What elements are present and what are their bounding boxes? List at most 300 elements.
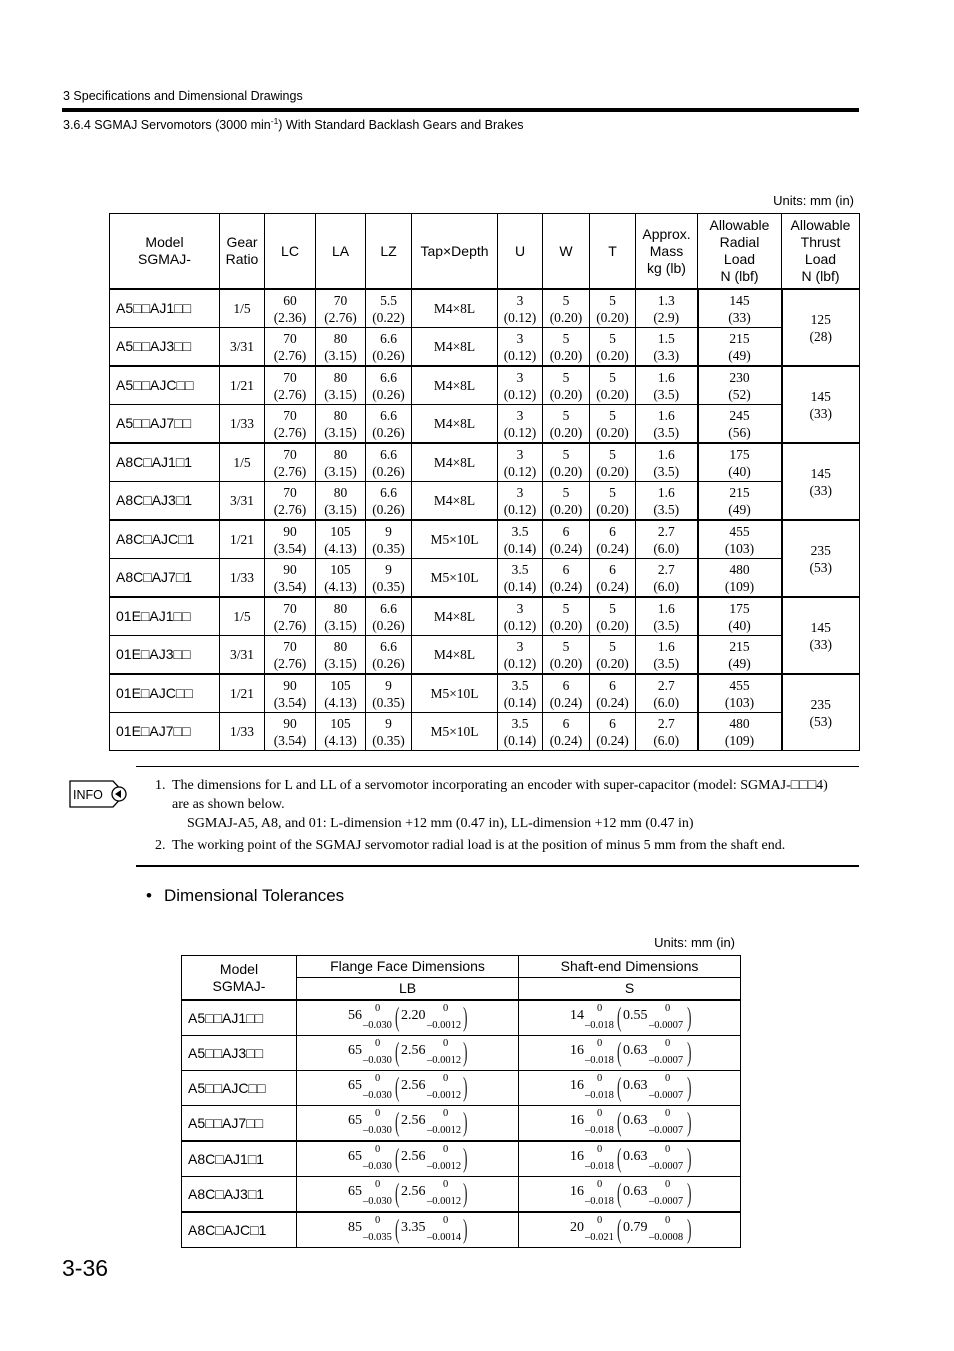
upper-deviation-in: 0 [665,1038,671,1049]
table-row [182,1212,741,1248]
spec-cell-radial: 175 (40) [698,443,782,482]
spec-header-la: LA [316,214,366,290]
table-row [110,443,860,482]
paren-close: ) [687,1178,692,1208]
spec-units-label: Units: mm (in) [773,193,854,208]
tolerance-cell-model: A8C□AJ3□1 [182,1177,297,1213]
spec-cell-w: 6 (0.24) [543,713,590,751]
nominal-mm: 20 [570,1220,584,1235]
spec-cell-lz: 6.6 (0.26) [366,328,412,367]
nominal-in: 0.79 [623,1220,648,1235]
spec-cell-thrust: 145 (33) [782,443,860,520]
tolerance-cell-model: A5□□AJC□□ [182,1071,297,1106]
spec-cell-gear: 1/5 [220,597,265,636]
lower-deviation-mm: –0.030 [363,1055,392,1066]
upper-deviation-in: 0 [443,1038,449,1049]
spec-cell-thrust: 235 (53) [782,674,860,751]
tolerance-value [519,1177,740,1211]
lower-deviation-mm: –0.030 [363,1125,392,1136]
nominal-in: 0.63 [623,1078,648,1093]
tolerance-cell-lb [297,1141,519,1177]
spec-cell-model: A8C□AJC□1 [110,520,220,559]
spec-cell-model: A8C□AJ7□1 [110,559,220,598]
spec-cell-t: 5 (0.20) [590,636,636,675]
spec-cell-lc: 60 (2.36) [265,289,316,328]
lower-deviation-in: –0.0007 [649,1090,684,1101]
upper-deviation-in: 0 [443,1108,449,1119]
spec-cell-radial: 175 (40) [698,597,782,636]
paren-open: ( [617,1214,622,1244]
lower-deviation-mm: –0.018 [585,1196,614,1207]
table-row [182,1106,741,1142]
spec-header-t: T [590,214,636,290]
nominal-in: 2.56 [401,1113,426,1128]
tolerance-heading-text: Dimensional Tolerances [164,886,345,905]
spec-cell-mass: 2.7 (6.0) [636,520,698,559]
spec-cell-radial: 480 (109) [698,713,782,751]
spec-cell-lc: 70 (2.76) [265,482,316,521]
spec-cell-la: 70 (2.76) [316,289,366,328]
lower-deviation-mm: –0.030 [363,1090,392,1101]
nominal-mm: 65 [348,1113,362,1128]
spec-cell-la: 105 (4.13) [316,713,366,751]
spec-header-tap: Tap×Depth [412,214,498,290]
tolerance-value [297,1071,518,1105]
spec-cell-la: 80 (3.15) [316,405,366,444]
spec-cell-w: 5 (0.20) [543,636,590,675]
table-row [110,405,860,444]
spec-cell-gear: 1/33 [220,713,265,751]
note-1-line-2: are as shown below. [172,797,285,812]
note-2-number: 2. [155,838,166,853]
spec-cell-model: A5□□AJ7□□ [110,405,220,444]
spec-cell-lc: 90 (3.54) [265,713,316,751]
paren-close: ) [463,1178,468,1208]
upper-deviation-mm: 0 [597,1003,603,1014]
upper-deviation-in: 0 [443,1003,449,1014]
spec-cell-radial: 245 (56) [698,405,782,444]
lower-deviation-in: –0.0007 [649,1196,684,1207]
lower-deviation-mm: –0.018 [585,1020,614,1031]
table-row [110,559,860,598]
tolerance-cell-s [519,1071,741,1106]
paren-close: ) [687,1143,692,1173]
spec-cell-model: A5□□AJC□□ [110,366,220,405]
spec-cell-radial: 145 (33) [698,289,782,328]
nominal-in: 2.56 [401,1043,426,1058]
upper-deviation-in: 0 [443,1215,449,1226]
tolerance-cell-s [519,1141,741,1177]
table-row [182,1071,741,1106]
lower-deviation-mm: –0.018 [585,1125,614,1136]
upper-deviation-in: 0 [443,1179,449,1190]
lower-deviation-mm: –0.030 [363,1161,392,1172]
spec-cell-tap: M4×8L [412,636,498,675]
tolerance-value [297,1106,518,1140]
nominal-in: 0.55 [623,1008,648,1023]
tolerance-value [297,1142,518,1176]
spec-cell-u: 3 (0.12) [498,405,543,444]
spec-cell-w: 6 (0.24) [543,674,590,713]
paren-open: ( [395,1143,400,1173]
spec-cell-u: 3 (0.12) [498,366,543,405]
tolerance-header-flange: Flange Face Dimensions [297,956,519,978]
spec-header-lc: LC [265,214,316,290]
spec-cell-lc: 70 (2.76) [265,597,316,636]
lower-deviation-mm: –0.018 [585,1055,614,1066]
spec-cell-w: 6 (0.24) [543,559,590,598]
spec-cell-lc: 70 (2.76) [265,328,316,367]
spec-cell-w: 6 (0.24) [543,520,590,559]
spec-cell-w: 5 (0.20) [543,597,590,636]
table-row [182,1141,741,1177]
table-row [110,366,860,405]
spec-cell-gear: 3/31 [220,636,265,675]
paren-close: ) [463,1002,468,1032]
spec-cell-mass: 1.6 (3.5) [636,443,698,482]
nominal-in: 0.63 [623,1113,648,1128]
spec-cell-gear: 1/21 [220,366,265,405]
spec-cell-lc: 90 (3.54) [265,520,316,559]
tolerance-header-model: Model SGMAJ- [182,956,297,1001]
upper-deviation-mm: 0 [597,1108,603,1119]
spec-cell-tap: M4×8L [412,289,498,328]
nominal-in: 0.63 [623,1043,648,1058]
paren-open: ( [617,1072,622,1102]
table-row [182,1000,741,1036]
spec-cell-t: 6 (0.24) [590,713,636,751]
spec-cell-radial: 230 (52) [698,366,782,405]
spec-cell-lz: 9 (0.35) [366,559,412,598]
spec-cell-tap: M5×10L [412,520,498,559]
spec-cell-lz: 5.5 (0.22) [366,289,412,328]
spec-cell-lc: 70 (2.76) [265,405,316,444]
upper-deviation-in: 0 [443,1073,449,1084]
spec-cell-t: 6 (0.24) [590,559,636,598]
paren-close: ) [687,1002,692,1032]
spec-header-u: U [498,214,543,290]
spec-cell-tap: M4×8L [412,405,498,444]
spec-cell-gear: 1/21 [220,520,265,559]
spec-cell-u: 3.5 (0.14) [498,559,543,598]
chapter-header: 3 Specifications and Dimensional Drawings [63,89,303,103]
spec-cell-tap: M4×8L [412,443,498,482]
tolerance-cell-s [519,1000,741,1036]
tolerance-value [297,1036,518,1070]
info-rule-bottom [136,865,859,867]
spec-cell-gear: 3/31 [220,482,265,521]
nominal-mm: 65 [348,1078,362,1093]
tolerance-cell-model: A5□□AJ1□□ [182,1000,297,1036]
spec-header-gear: Gear Ratio [220,214,265,290]
table-row [110,289,860,328]
spec-cell-tap: M4×8L [412,597,498,636]
table-row [110,482,860,521]
tolerance-cell-s [519,1177,741,1213]
note-1-number: 1. [155,778,166,793]
spec-cell-gear: 1/33 [220,559,265,598]
spec-cell-la: 80 (3.15) [316,636,366,675]
spec-cell-radial: 215 (49) [698,636,782,675]
spec-cell-model: A5□□AJ1□□ [110,289,220,328]
nominal-mm: 16 [570,1149,584,1164]
paren-open: ( [617,1107,622,1137]
nominal-mm: 14 [570,1008,584,1023]
spec-cell-u: 3 (0.12) [498,597,543,636]
spec-cell-tap: M4×8L [412,482,498,521]
nominal-mm: 65 [348,1184,362,1199]
spec-cell-lz: 6.6 (0.26) [366,405,412,444]
spec-cell-u: 3.5 (0.14) [498,713,543,751]
nominal-mm: 16 [570,1184,584,1199]
paren-open: ( [395,1178,400,1208]
upper-deviation-mm: 0 [597,1144,603,1155]
nominal-in: 2.56 [401,1078,426,1093]
tolerance-value [519,1001,740,1035]
spec-cell-radial: 480 (109) [698,559,782,598]
lower-deviation-mm: –0.035 [363,1232,392,1243]
spec-cell-lz: 6.6 (0.26) [366,636,412,675]
heading-bullet: • [146,886,152,905]
spec-header-row [110,214,860,290]
paren-open: ( [617,1002,622,1032]
tolerance-cell-s [519,1106,741,1142]
spec-cell-t: 5 (0.20) [590,597,636,636]
spec-cell-mass: 1.5 (3.3) [636,328,698,367]
spec-header-model: Model SGMAJ- [110,214,220,290]
nominal-mm: 85 [348,1220,362,1235]
nominal-mm: 65 [348,1149,362,1164]
spec-cell-lc: 70 (2.76) [265,366,316,405]
nominal-in: 2.56 [401,1149,426,1164]
spec-table [109,213,860,751]
tolerance-cell-lb [297,1036,519,1071]
spec-cell-mass: 2.7 (6.0) [636,674,698,713]
spec-cell-w: 5 (0.20) [543,328,590,367]
spec-cell-lz: 6.6 (0.26) [366,482,412,521]
spec-cell-la: 105 (4.13) [316,674,366,713]
note-2 [155,836,860,855]
lower-deviation-mm: –0.030 [363,1196,392,1207]
spec-cell-la: 80 (3.15) [316,482,366,521]
spec-cell-thrust: 125 (28) [782,289,860,366]
lower-deviation-in: –0.0012 [427,1125,462,1136]
tolerance-cell-model: A5□□AJ3□□ [182,1036,297,1071]
lower-deviation-in: –0.0008 [649,1232,684,1243]
tolerance-heading [146,886,344,906]
table-row [110,597,860,636]
paren-open: ( [395,1002,400,1032]
spec-cell-gear: 1/33 [220,405,265,444]
paren-open: ( [395,1107,400,1137]
lower-deviation-in: –0.0007 [649,1125,684,1136]
spec-cell-lz: 6.6 (0.26) [366,366,412,405]
lower-deviation-mm: –0.021 [585,1232,614,1243]
spec-cell-u: 3 (0.12) [498,482,543,521]
upper-deviation-in: 0 [665,1003,671,1014]
spec-cell-mass: 2.7 (6.0) [636,713,698,751]
note-1-line-1: The dimensions for L and LL of a servomotor incorporating an encoder with super-capacitor (model: SGMAJ-□□□4) [172,778,828,793]
upper-deviation-mm: 0 [597,1215,603,1226]
spec-cell-gear: 1/5 [220,443,265,482]
tolerance-cell-model: A5□□AJ7□□ [182,1106,297,1142]
upper-deviation-mm: 0 [597,1073,603,1084]
lower-deviation-in: –0.0007 [649,1055,684,1066]
spec-cell-model: 01E□AJ7□□ [110,713,220,751]
tolerance-header-lb: LB [297,978,519,1001]
spec-cell-t: 5 (0.20) [590,482,636,521]
upper-deviation-mm: 0 [375,1108,381,1119]
tolerance-value [297,1213,518,1247]
upper-deviation-mm: 0 [375,1073,381,1084]
paren-close: ) [687,1107,692,1137]
upper-deviation-mm: 0 [375,1179,381,1190]
lower-deviation-mm: –0.018 [585,1161,614,1172]
spec-cell-lc: 90 (3.54) [265,559,316,598]
paren-open: ( [395,1072,400,1102]
upper-deviation-mm: 0 [375,1215,381,1226]
tolerance-value [519,1106,740,1140]
info-icon-label: INFO [73,788,103,802]
spec-cell-model: A5□□AJ3□□ [110,328,220,367]
paren-open: ( [617,1037,622,1067]
spec-cell-w: 5 (0.20) [543,366,590,405]
table-row [110,520,860,559]
tolerance-cell-lb [297,1071,519,1106]
tolerance-table [181,955,741,1248]
spec-cell-w: 5 (0.20) [543,405,590,444]
spec-cell-lc: 90 (3.54) [265,674,316,713]
page-number: 3-36 [62,1255,109,1281]
spec-cell-tap: M5×10L [412,674,498,713]
upper-deviation-mm: 0 [375,1038,381,1049]
upper-deviation-mm: 0 [375,1003,381,1014]
table-row [182,1036,741,1071]
spec-cell-model: 01E□AJ3□□ [110,636,220,675]
lower-deviation-in: –0.0007 [649,1161,684,1172]
spec-cell-gear: 1/21 [220,674,265,713]
spec-cell-radial: 215 (49) [698,328,782,367]
spec-cell-mass: 1.6 (3.5) [636,366,698,405]
paren-open: ( [395,1037,400,1067]
lower-deviation-in: –0.0014 [427,1232,462,1243]
section-title-superscript: -1 [270,116,279,126]
upper-deviation-in: 0 [665,1215,671,1226]
spec-header-thrust: Allowable Thrust Load N (lbf) [782,214,860,290]
note-1-line-3: SGMAJ-A5, A8, and 01: L-dimension +12 mm (0.47 in), LL-dimension +12 mm (0.47 in) [187,816,694,831]
spec-cell-u: 3.5 (0.14) [498,520,543,559]
section-title-suffix: ) With Standard Backlash Gears and Brakes [278,118,524,132]
tolerance-value [519,1142,740,1176]
spec-header-radial: Allowable Radial Load N (lbf) [698,214,782,290]
spec-cell-mass: 1.6 (3.5) [636,405,698,444]
table-row [110,636,860,675]
upper-deviation-in: 0 [665,1179,671,1190]
lower-deviation-in: –0.0007 [649,1020,684,1031]
upper-deviation-in: 0 [665,1108,671,1119]
spec-cell-u: 3 (0.12) [498,443,543,482]
tolerance-cell-s [519,1036,741,1071]
nominal-in: 0.63 [623,1149,648,1164]
spec-cell-w: 5 (0.20) [543,289,590,328]
spec-cell-w: 5 (0.20) [543,443,590,482]
spec-header-lz: LZ [366,214,412,290]
spec-cell-radial: 455 (103) [698,520,782,559]
spec-cell-lz: 9 (0.35) [366,713,412,751]
tolerance-value [297,1001,518,1035]
spec-cell-w: 5 (0.20) [543,482,590,521]
section-header [63,116,524,132]
spec-cell-la: 80 (3.15) [316,597,366,636]
spec-cell-t: 5 (0.20) [590,366,636,405]
paren-open: ( [617,1143,622,1173]
table-row [182,1177,741,1213]
paren-close: ) [687,1214,692,1244]
spec-table-body [110,289,860,751]
spec-cell-t: 5 (0.20) [590,289,636,328]
spec-cell-gear: 1/5 [220,289,265,328]
upper-deviation-in: 0 [665,1144,671,1155]
spec-cell-mass: 1.6 (3.5) [636,482,698,521]
nominal-mm: 56 [348,1008,362,1023]
tolerance-value [297,1177,518,1211]
nominal-in: 0.63 [623,1184,648,1199]
tolerance-cell-model: A8C□AJ1□1 [182,1141,297,1177]
spec-cell-tap: M5×10L [412,559,498,598]
spec-cell-u: 3.5 (0.14) [498,674,543,713]
spec-cell-lz: 6.6 (0.26) [366,443,412,482]
section-title-prefix: 3.6.4 SGMAJ Servomotors (3000 min [63,118,271,132]
tolerance-header-s: S [519,978,741,1001]
tolerance-table-body [182,1000,741,1248]
paren-close: ) [463,1143,468,1173]
spec-cell-lc: 70 (2.76) [265,636,316,675]
paren-close: ) [463,1072,468,1102]
spec-cell-model: A8C□AJ3□1 [110,482,220,521]
lower-deviation-in: –0.0012 [427,1055,462,1066]
header-rule [62,108,859,112]
tolerance-header-shaft: Shaft-end Dimensions [519,956,741,978]
note-1 [155,776,860,833]
spec-cell-lz: 9 (0.35) [366,520,412,559]
spec-cell-u: 3 (0.12) [498,636,543,675]
info-icon [67,776,131,812]
spec-cell-lz: 9 (0.35) [366,674,412,713]
paren-close: ) [687,1072,692,1102]
table-row [110,674,860,713]
nominal-in: 3.35 [401,1220,426,1235]
nominal-mm: 16 [570,1078,584,1093]
spec-cell-la: 105 (4.13) [316,559,366,598]
paren-close: ) [687,1037,692,1067]
paren-close: ) [463,1107,468,1137]
spec-cell-lc: 70 (2.76) [265,443,316,482]
spec-cell-la: 105 (4.13) [316,520,366,559]
spec-cell-radial: 215 (49) [698,482,782,521]
nominal-in: 2.56 [401,1184,426,1199]
tolerance-cell-lb [297,1212,519,1248]
tolerance-units-label: Units: mm (in) [654,935,735,950]
tolerance-cell-s [519,1212,741,1248]
spec-cell-lz: 6.6 (0.26) [366,597,412,636]
spec-cell-la: 80 (3.15) [316,328,366,367]
upper-deviation-in: 0 [665,1073,671,1084]
spec-cell-t: 6 (0.24) [590,520,636,559]
tolerance-cell-lb [297,1000,519,1036]
table-row [110,713,860,751]
upper-deviation-mm: 0 [375,1144,381,1155]
tolerance-cell-lb [297,1177,519,1213]
